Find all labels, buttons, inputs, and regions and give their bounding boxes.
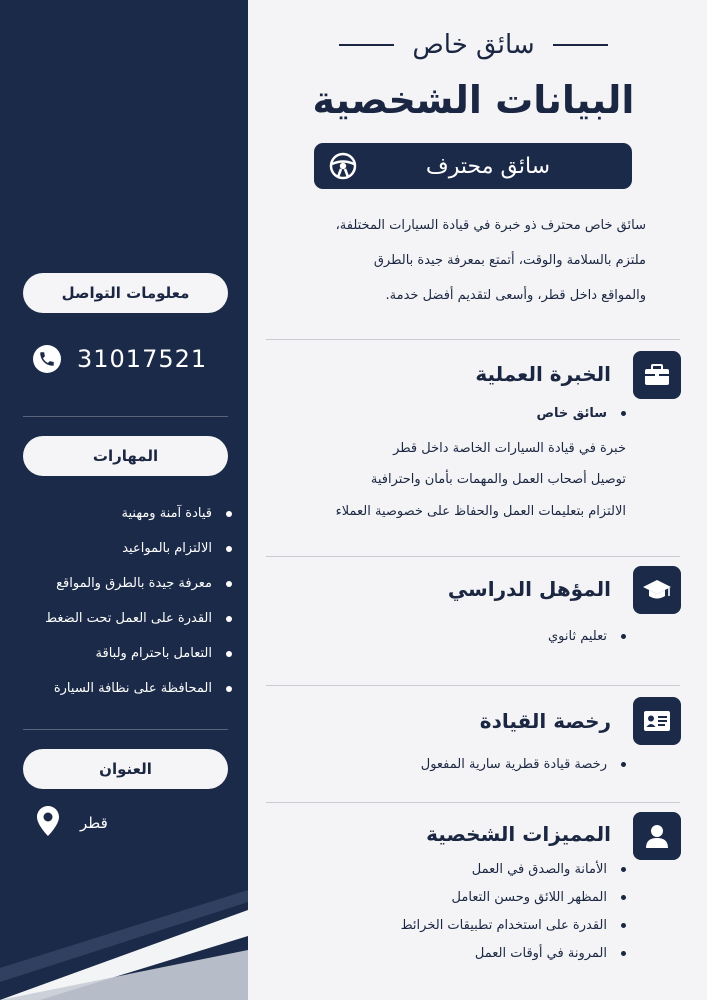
skills-list: [20, 496, 232, 706]
trait-text: الأمانة والصدق في العمل: [471, 862, 607, 877]
skill-text: التعامل باحترام ولباقة: [95, 646, 212, 661]
trait-item: [472, 862, 626, 877]
role-text: سائق محترف: [425, 153, 551, 179]
skill-text: قيادة آمنة ومهنية: [121, 506, 212, 521]
summary-line: ملتزم بالسلامة والوقت، أتمتع بمعرفة جيدة بالطرق: [373, 253, 646, 268]
bullet: [226, 581, 232, 587]
experience-line: الالتزام بتعليمات العمل والحفاظ على خصوصية العملاء: [335, 504, 626, 519]
education-item: [548, 629, 626, 644]
skill-item: [20, 496, 232, 531]
section-divider: [266, 685, 680, 686]
summary-line: سائق خاص محترف ذو خبرة في قيادة السيارات المختلفة،: [335, 218, 646, 233]
experience-heading: الخبرة العملية: [475, 362, 611, 386]
decorative-line: [339, 44, 394, 46]
trait-text: المرونة في أوقات العمل: [474, 946, 607, 961]
bullet: [621, 923, 626, 928]
skill-item: [20, 566, 232, 601]
bullet: [226, 546, 232, 552]
sidebar: [0, 0, 248, 1000]
license-heading: رخصة القيادة: [479, 709, 611, 733]
page-title: البيانات الشخصية: [312, 78, 635, 122]
briefcase-icon: [633, 351, 681, 399]
address-row: [36, 806, 108, 840]
sidebar-divider: [23, 729, 228, 730]
bullet: [621, 951, 626, 956]
skill-item: [20, 601, 232, 636]
skill-text: الالتزام بالمواعيد: [122, 541, 212, 556]
skill-item: [20, 636, 232, 671]
sidebar-divider: [23, 416, 228, 417]
user-icon: [633, 812, 681, 860]
section-divider: [266, 802, 680, 803]
education-text: تعليم ثانوي: [548, 629, 607, 644]
decorative-line: [553, 44, 608, 46]
decorative-stripes: [0, 890, 248, 1000]
phone-icon: [33, 345, 61, 373]
license-item: [421, 757, 626, 772]
trait-item: [475, 946, 626, 961]
education-heading: المؤهل الدراسي: [447, 577, 611, 601]
role-badge: [314, 143, 632, 189]
experience-line: خبرة في قيادة السيارات الخاصة داخل قطر: [393, 441, 626, 456]
profile-summary: [296, 208, 646, 313]
subtitle-text: سائق خاص: [412, 30, 535, 60]
contact-heading: معلومات التواصل: [23, 273, 228, 313]
trait-item: [452, 890, 626, 905]
bullet: [621, 762, 626, 767]
bullet: [226, 651, 232, 657]
skill-text: القدرة على العمل تحت الضغط: [45, 611, 212, 626]
bullet: [226, 511, 232, 517]
trait-item: [401, 918, 626, 933]
traits-heading: المميزات الشخصية: [426, 822, 611, 846]
trait-text: القدرة على استخدام تطبيقات الخرائط: [400, 918, 607, 933]
bullet: [621, 895, 626, 900]
bullet: [226, 616, 232, 622]
skill-text: المحافظة على نظافة السيارة: [53, 681, 212, 696]
skill-item: [20, 531, 232, 566]
trait-text: المظهر اللائق وحسن التعامل: [451, 890, 607, 905]
job-title-text: سائق خاص: [536, 406, 607, 421]
license-text: رخصة قيادة قطرية سارية المفعول: [420, 757, 607, 772]
address-heading: العنوان: [23, 749, 228, 789]
graduation-cap-icon: [633, 566, 681, 614]
main-content: [266, 0, 681, 1000]
section-divider: [266, 556, 680, 557]
bullet: [226, 686, 232, 692]
skill-text: معرفة جيدة بالطرق والمواقع: [56, 576, 212, 591]
bullet: [621, 634, 626, 639]
header-subtitle: [266, 30, 681, 60]
address-value: قطر: [80, 814, 108, 832]
experience-line: توصيل أصحاب العمل والمهمات بأمان واحترافية: [370, 472, 626, 487]
id-card-icon: [633, 697, 681, 745]
phone-row: [33, 342, 233, 376]
summary-line: والمواقع داخل قطر، وأسعى لتقديم أفضل خدمة.: [385, 288, 646, 303]
skill-item: [20, 671, 232, 706]
location-pin-icon: [36, 806, 60, 840]
phone-number[interactable]: 31017521: [77, 345, 208, 373]
steering-wheel-icon: [328, 151, 358, 181]
job-title: [536, 406, 626, 421]
bullet: [621, 411, 626, 416]
section-divider: [266, 339, 680, 340]
bullet: [621, 867, 626, 872]
skills-heading: المهارات: [23, 436, 228, 476]
